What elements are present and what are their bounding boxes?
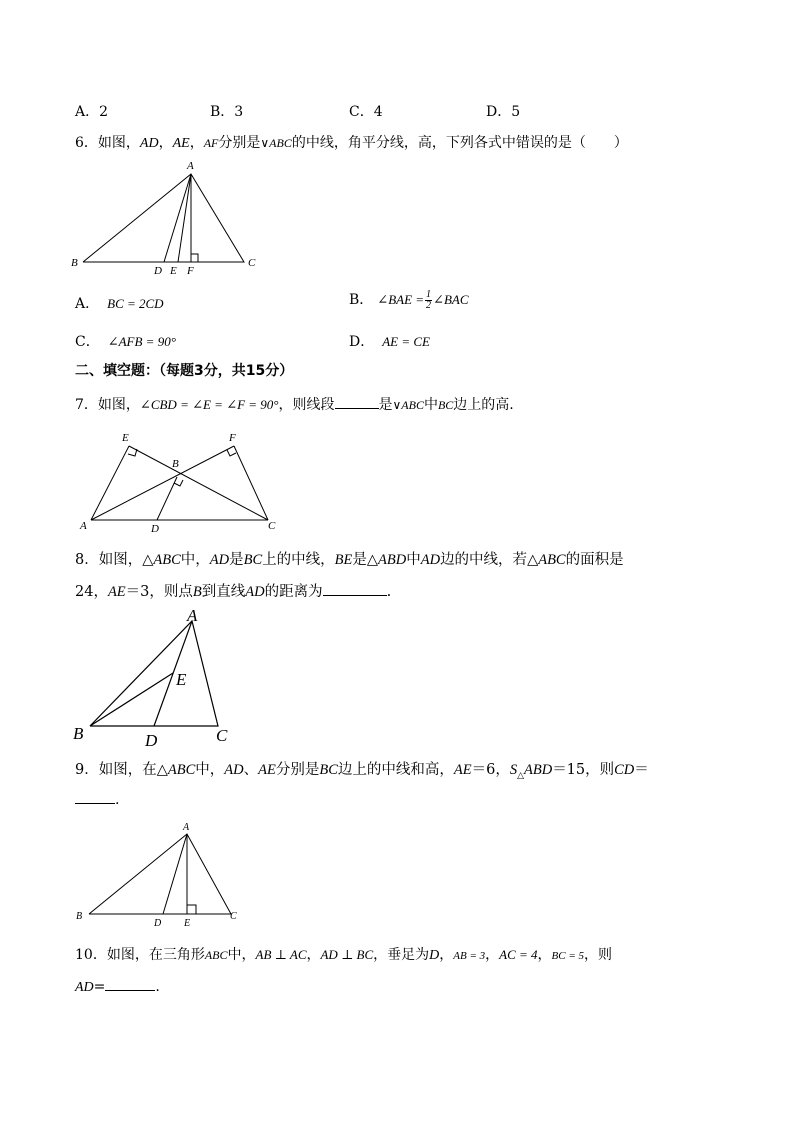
q8-ad: AD <box>420 552 441 568</box>
q10-ad-perp-bc: AD ⊥ BC <box>320 947 374 962</box>
q6-ad: AD <box>139 136 159 151</box>
q10-sep: ， <box>485 947 500 963</box>
q6-option-b <box>349 289 469 311</box>
q7-after: 是 <box>378 397 393 413</box>
q10-ab-perp-ac: AB ⊥ AC <box>255 947 307 962</box>
q10-ad: AD <box>75 980 94 995</box>
q6-label-b: B <box>71 257 78 269</box>
q9-label-a: A <box>183 822 190 833</box>
q5-option-a: A．2 <box>75 104 109 120</box>
q8-text: 的距离为 <box>264 584 323 600</box>
q7-middle: ，则线段 <box>278 397 335 413</box>
q7-label-d: D <box>151 523 159 535</box>
q8-triangle: △ABC <box>527 552 566 568</box>
q5-option-c: C．4 <box>349 104 383 120</box>
q8-text: 边的中线，若 <box>440 552 528 568</box>
q9-label-e: E <box>184 918 191 929</box>
q6-bisector-ae <box>178 174 191 262</box>
q10-text: 中， <box>227 947 256 963</box>
q6-right-angle-mark <box>191 254 198 262</box>
q6-rest: 的中线，角平分线，高，下列各式中错误的是（ ） <box>291 135 628 151</box>
option-text: ∠BAE = <box>377 292 425 307</box>
q9-ae: AE <box>258 762 276 778</box>
q9-text: 、 <box>243 762 259 778</box>
q7-label-e: E <box>122 432 129 444</box>
q7-end: 边上的高. <box>453 397 514 413</box>
q10-stem-line1 <box>75 944 612 964</box>
option-text: ∠AFB = 90° <box>107 334 176 349</box>
q7-label-f: F <box>229 432 236 444</box>
q9-answer-blank[interactable] <box>75 789 115 804</box>
q8-bc: BC <box>243 552 263 568</box>
option-label: A． <box>75 296 100 312</box>
q9-text: 边上的中线和高， <box>337 762 454 778</box>
q8-text: 中， <box>180 552 210 568</box>
q9-s: S <box>509 762 518 778</box>
q8-ad: AD <box>245 584 265 600</box>
q8-ad: AD <box>209 552 230 568</box>
q8-b: B <box>192 584 202 600</box>
q7-bc: BC <box>437 398 454 412</box>
q8-text: 到直线 <box>201 584 246 600</box>
q8-label-c: C <box>216 726 228 745</box>
q7-label-a: A <box>80 520 87 532</box>
q7-label-b: B <box>172 458 179 470</box>
q10-text: ，则 <box>584 947 613 963</box>
q9-text: ＝15，则 <box>552 762 615 778</box>
q6-ae: AE <box>172 136 190 151</box>
q9-cd: CD <box>614 762 635 778</box>
q9-median-ad <box>163 834 187 914</box>
q10-abc: ABC <box>204 948 228 962</box>
q8-answer-blank[interactable] <box>323 581 387 596</box>
q8-figure <box>66 602 246 750</box>
fraction-half <box>425 290 432 311</box>
q8-stem-line1 <box>75 548 624 569</box>
q8-label-b: B <box>73 724 84 743</box>
q8-text: 8．如图， <box>75 552 143 568</box>
q6-af: AF <box>203 136 219 150</box>
q8-text: 是 <box>229 552 244 568</box>
q10-sep: ， <box>306 947 321 963</box>
option-text: AE = CE <box>382 334 431 349</box>
q10-text: 10．如图，在三角形 <box>75 947 205 963</box>
q9-bc: BC <box>319 762 338 778</box>
q10-text: ，垂足为 <box>373 947 430 963</box>
option-text: BC = 2CD <box>107 296 164 311</box>
q7-segment-fc <box>234 446 268 520</box>
q9-text: 9．如图，在 <box>75 762 157 778</box>
q8-be: BE <box>334 552 353 568</box>
option-label: C． <box>75 334 100 350</box>
q9-stem-line1 <box>75 758 649 781</box>
q9-label-d: D <box>154 918 162 929</box>
q7-answer-blank[interactable] <box>335 394 379 409</box>
q9-abd: ABD <box>524 762 553 778</box>
q6-triangle: ∨ABC <box>260 136 292 150</box>
q7-prefix: 7．如图， <box>75 397 140 413</box>
q6-label-d: D <box>154 265 162 277</box>
q7-figure <box>74 425 286 537</box>
q9-right-angle-mark <box>187 905 196 914</box>
q6-median-ad <box>164 174 191 262</box>
q9-triangle: △ABC <box>156 762 196 778</box>
q6-label-a: A <box>187 160 194 172</box>
q8-text: ＝3，则点 <box>125 584 193 600</box>
q8-label-d: D <box>145 731 158 750</box>
q7-formula: ∠CBD = ∠E = ∠F = 90° <box>139 397 279 412</box>
q8-text: 上的中线， <box>262 552 335 568</box>
q9-stem-line2 <box>75 789 119 808</box>
q6-triangle-outline <box>83 174 244 262</box>
q10-equals: = <box>93 979 106 995</box>
q10-sep: ， <box>537 947 552 963</box>
q9-ae: AE <box>453 762 472 778</box>
q7-stem <box>75 394 514 414</box>
q8-text: . <box>386 584 392 600</box>
q10-sep: ， <box>439 947 454 963</box>
q6-option-d <box>349 331 430 351</box>
q9-ad: AD <box>224 762 244 778</box>
q10-stem-line2 <box>75 976 160 996</box>
fraction-denominator: 2 <box>426 299 432 311</box>
q7-segment-ec <box>129 446 268 520</box>
q10-answer-blank[interactable] <box>105 976 155 991</box>
q6-label-e: E <box>170 265 177 277</box>
q6-option-c <box>75 331 176 351</box>
q8-triangle-outline <box>90 621 218 726</box>
q9-text: . <box>115 792 120 808</box>
q10-ab-value: AB = 3 <box>453 950 486 962</box>
fraction-numerator: 1 <box>426 288 432 300</box>
q8-triangle: △ABD <box>366 552 407 568</box>
q9-text: 中， <box>195 762 225 778</box>
q8-median-be <box>90 673 173 726</box>
q5-option-b: B．3 <box>210 104 244 120</box>
q9-text: 分别是 <box>275 762 320 778</box>
q6-sep: ， <box>189 135 204 151</box>
q9-text: ＝6， <box>471 762 510 778</box>
q6-mid: 分别是 <box>218 135 261 151</box>
option-label: D． <box>349 334 375 350</box>
q7-segment-ae <box>91 446 129 520</box>
q8-ae: AE <box>107 584 126 600</box>
q9-figure <box>70 816 250 932</box>
q6-stem <box>75 132 628 152</box>
q8-text: 24， <box>75 584 108 600</box>
q8-text: 中 <box>406 552 421 568</box>
q6-figure <box>66 158 266 280</box>
q6-sep: ， <box>158 135 173 151</box>
q6-label-f: F <box>187 265 194 277</box>
q5-option-d: D．5 <box>486 104 521 120</box>
q7-label-c: C <box>268 520 276 532</box>
option-label: B． <box>349 292 374 308</box>
q8-label-a: A <box>187 606 198 625</box>
q9-s-subscript: △ <box>517 770 524 781</box>
q9-label-c: C <box>230 911 237 922</box>
q8-triangle: △ABC <box>142 552 181 568</box>
q9-triangle-outline <box>89 834 231 914</box>
q7-mid: 中 <box>423 397 438 413</box>
q8-stem-line2 <box>75 580 391 601</box>
option-text: ∠BAC <box>433 292 469 307</box>
q8-text: 是 <box>352 552 367 568</box>
q8-text: 的面积是 <box>565 552 624 568</box>
q6-label-c: C <box>248 257 256 269</box>
q9-label-b: B <box>76 911 83 922</box>
section-heading: 二、填空题：（每题3分，共15分） <box>75 363 294 379</box>
q7-triangle: ∨ABC <box>392 398 424 412</box>
q10-ac-value: AC = 4 <box>499 947 538 962</box>
q6-number: 6．如图， <box>75 135 140 151</box>
q7-right-angle-f <box>227 450 236 456</box>
q9-text: ＝ <box>634 762 649 778</box>
q6-option-a <box>75 293 164 313</box>
q10-d: D <box>429 948 440 963</box>
q10-text: . <box>155 979 160 995</box>
q10-bc-value: BC = 5 <box>551 950 585 962</box>
q8-label-e: E <box>176 670 187 689</box>
